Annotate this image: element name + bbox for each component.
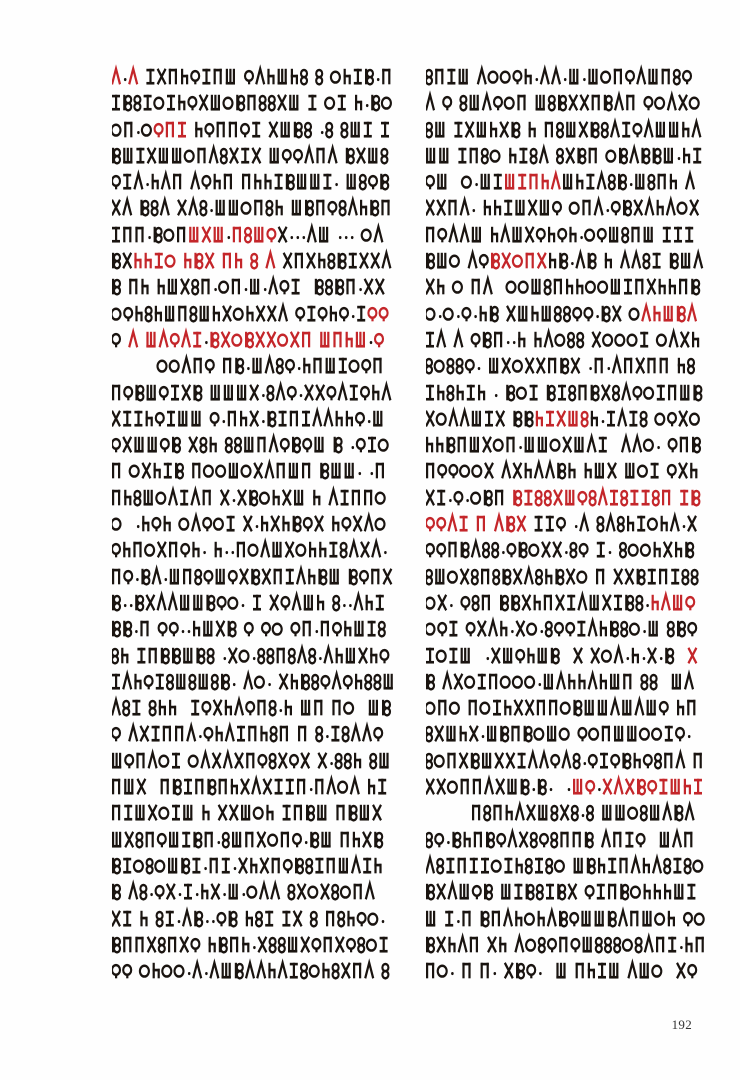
glyph-line [426,774,708,800]
text-line [112,774,396,800]
text-line [426,90,708,116]
text-line [112,64,396,90]
text-line [112,511,396,537]
glyph-line [426,853,708,879]
text-line [426,958,708,984]
glyph-line [112,564,396,590]
glyph-line [426,64,708,90]
text-line [426,485,708,511]
text-line [112,800,396,826]
text-line [112,117,396,143]
glyph-line [112,90,396,116]
glyph-line [112,748,396,774]
glyph-line [426,879,708,905]
text-line [426,616,708,642]
glyph-line [112,406,396,432]
glyph-line [426,695,708,721]
glyph-line [426,222,708,248]
text-line [426,643,708,669]
text-line [426,695,708,721]
glyph-line [112,143,396,169]
glyph-line [112,432,396,458]
text-line [112,90,396,116]
text-line [426,879,708,905]
text-line [426,195,708,221]
text-line [112,827,396,853]
glyph-line [426,748,708,774]
glyph-line [112,485,396,511]
text-line [426,432,708,458]
text-line [112,143,396,169]
glyph-line [426,958,708,984]
text-line [112,248,396,274]
glyph-line [112,511,396,537]
text-line [112,432,396,458]
text-line [426,800,708,826]
glyph-line [426,669,708,695]
glyph-line [112,327,396,353]
glyph-line [426,117,708,143]
text-line [426,353,708,379]
glyph-line [426,90,708,116]
text-line [112,564,396,590]
text-line [112,616,396,642]
text-line [112,748,396,774]
glyph-line [426,432,708,458]
text-line [426,222,708,248]
glyph-line [112,353,396,379]
text-column-right [426,64,708,984]
glyph-line [112,695,396,721]
glyph-line [112,274,396,300]
text-line [426,301,708,327]
glyph-line [112,616,396,642]
text-line [426,590,708,616]
glyph-line [426,353,708,379]
text-line [426,274,708,300]
text-line [112,301,396,327]
glyph-line [112,827,396,853]
text-line [426,748,708,774]
glyph-line [426,458,708,484]
text-line [112,590,396,616]
text-line [426,721,708,747]
glyph-line [426,169,708,195]
text-line [112,195,396,221]
glyph-line [426,616,708,642]
text-line [112,327,396,353]
text-line [426,458,708,484]
glyph-line [426,485,708,511]
glyph-line [112,537,396,563]
text-line [426,564,708,590]
text-line [112,695,396,721]
text-line [426,327,708,353]
glyph-line [426,406,708,432]
text-line [426,64,708,90]
text-line [112,853,396,879]
glyph-line [426,800,708,826]
glyph-line [112,169,396,195]
text-line [426,669,708,695]
text-line [112,406,396,432]
glyph-line [426,301,708,327]
glyph-line [426,590,708,616]
text-line [426,774,708,800]
glyph-line [112,380,396,406]
text-line [112,643,396,669]
glyph-line [426,195,708,221]
glyph-line [112,301,396,327]
text-line [426,932,708,958]
glyph-line [112,721,396,747]
glyph-line [426,511,708,537]
glyph-line [426,932,708,958]
text-line [426,406,708,432]
text-line [426,143,708,169]
page-number: 192 [671,1017,692,1032]
glyph-line [112,774,396,800]
text-line [112,222,396,248]
glyph-line [426,274,708,300]
glyph-line [112,879,396,905]
text-line [426,853,708,879]
glyph-line [112,906,396,932]
glyph-line [112,958,396,984]
glyph-line [112,669,396,695]
glyph-line [426,906,708,932]
glyph-line [112,853,396,879]
text-line [112,721,396,747]
text-line [426,380,708,406]
glyph-line [112,195,396,221]
glyph-line [112,932,396,958]
glyph-line [426,827,708,853]
glyph-line [426,643,708,669]
text-line [426,117,708,143]
text-line [112,669,396,695]
glyph-line [112,222,396,248]
text-line [426,169,708,195]
glyph-line [112,590,396,616]
glyph-line [112,458,396,484]
glyph-line [426,248,708,274]
glyph-line [426,327,708,353]
text-line [112,879,396,905]
text-line [426,511,708,537]
glyph-line [112,800,396,826]
glyph-line [112,248,396,274]
text-line [426,248,708,274]
text-column-left [112,64,396,984]
glyph-line [426,721,708,747]
text-line [112,932,396,958]
text-line [112,537,396,563]
text-line [426,906,708,932]
text-line [112,906,396,932]
text-line [426,537,708,563]
glyph-line [426,537,708,563]
text-line [112,353,396,379]
text-line [112,274,396,300]
text-line [112,485,396,511]
text-line [112,458,396,484]
glyph-line [112,64,396,90]
glyph-line [426,143,708,169]
glyph-line [112,117,396,143]
glyph-line [426,564,708,590]
glyph-line [426,380,708,406]
glyph-line [112,643,396,669]
text-line [112,380,396,406]
text-line [112,958,396,984]
text-line [112,169,396,195]
text-line [426,827,708,853]
